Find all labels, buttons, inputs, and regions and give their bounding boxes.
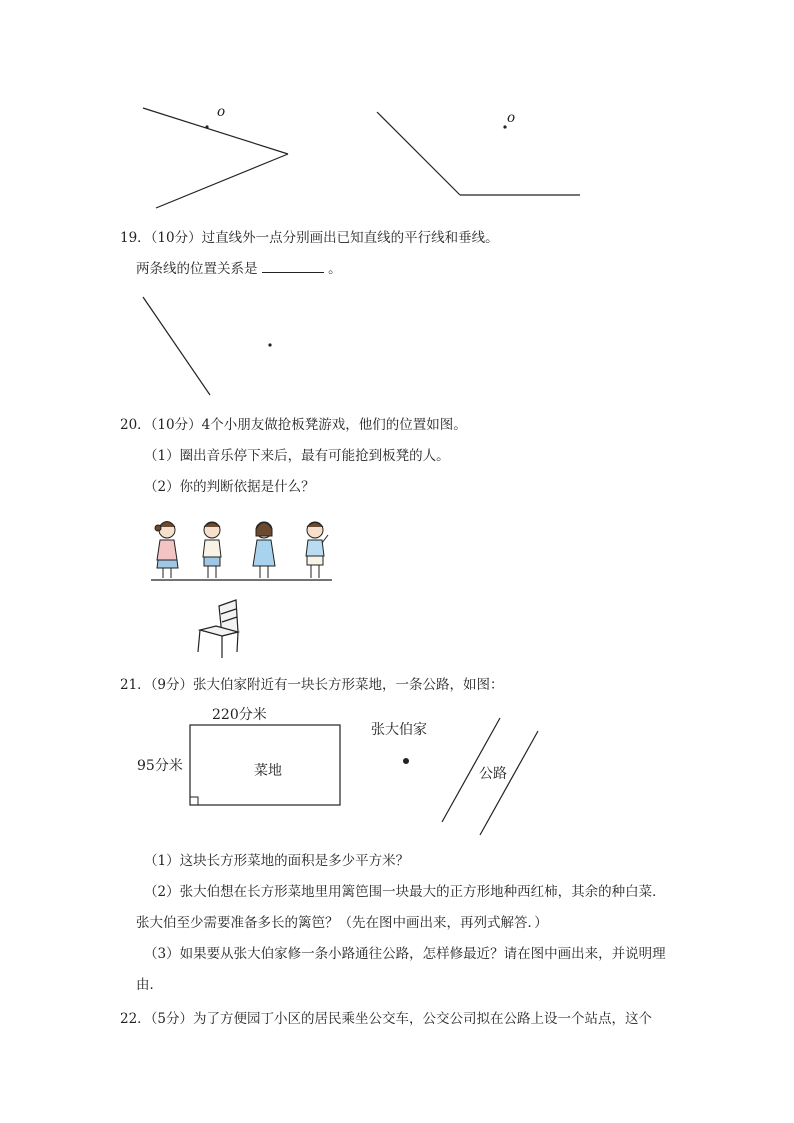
q20-sub2: （2）你的判断依据是什么？ <box>144 479 315 495</box>
field-width-label: 220分米 <box>212 707 267 723</box>
point-label-right: o <box>507 110 516 126</box>
q19-answer-suffix: 。 <box>328 261 342 277</box>
q20-sub1: （1）圈出音乐停下来后，最有可能抢到板凳的人。 <box>144 448 450 464</box>
road-edge-right <box>480 731 538 835</box>
q21-title: 21．（9分）张大伯家附近有一块长方形菜地，一条公路，如图： <box>120 677 504 693</box>
field-height-label: 95分米 <box>137 758 183 774</box>
right-angle-mark <box>190 797 198 805</box>
house-point <box>403 758 409 764</box>
q19-title: 19．（10分）过直线外一点分别画出已知直线的平行线和垂线。 <box>120 230 499 246</box>
q21-sub2-line1: （2）张大伯想在长方形菜地里用篱笆围一块最大的正方形地种西红柿，其余的种白菜． <box>144 884 666 900</box>
q21-sub3-line2: 由． <box>136 977 163 993</box>
q22-title: 22．（5分）为了方便园丁小区的居民乘坐公交车，公交公司拟在公路上设一个站点，这个 <box>120 1011 653 1027</box>
q21-sub2-line2: 张大伯至少需要准备多长的篱笆？（先在图中画出来，再列式解答．） <box>136 915 548 931</box>
q21-sub1: （1）这块长方形菜地的面积是多少平方米？ <box>144 853 410 869</box>
field-label: 菜地 <box>254 763 282 779</box>
q21-sub3-line1: （3）如果要从张大伯家修一条小路通往公路，怎样修最近？请在图中画出来，并说明理 <box>144 946 666 962</box>
house-label: 张大伯家 <box>371 722 427 738</box>
road-label: 公路 <box>479 766 507 782</box>
point-label-left: o <box>217 104 226 120</box>
q20-title: 20．（10分）4个小朋友做抢板凳游戏，他们的位置如图。 <box>120 417 467 433</box>
q19-answer-prefix: 两条线的位置关系是 <box>136 261 258 277</box>
